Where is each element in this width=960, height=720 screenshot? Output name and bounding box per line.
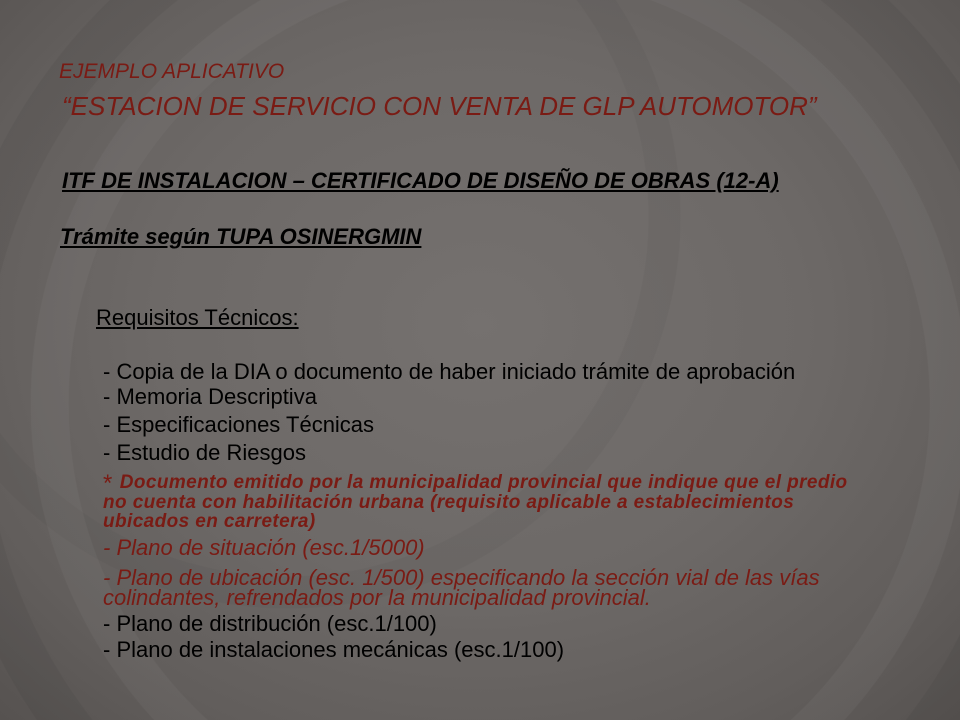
requirement-mechanical-installations-plan: - Plano de instalaciones mecánicas (esc.1/100) [103, 637, 565, 662]
requirement-dia-copy: - Copia de la DIA o documento de haber iniciado trámite de aprobación [103, 359, 796, 384]
slide-title: “ESTACION DE SERVICIO CON VENTA DE GLP AUTOMOTOR” [62, 91, 817, 121]
requirement-risk-study: - Estudio de Riesgos [103, 440, 306, 465]
note-asterisk: * [103, 470, 113, 497]
note-line: ubicados en carretera) [103, 511, 316, 532]
location-plan-line: - Plano de ubicación (esc. 1/500) especificando la sección vial de las vías [103, 565, 820, 590]
slide-kicker: EJEMPLO APLICATIVO [59, 60, 285, 83]
requirement-distribution-plan: - Plano de distribución (esc.1/100) [103, 611, 437, 636]
requirement-descriptive-memory: - Memoria Descriptiva [103, 384, 317, 409]
requirement-technical-specifications: - Especificaciones Técnicas [103, 412, 375, 437]
requirement-situation-plan: - Plano de situación (esc.1/5000) [103, 535, 425, 560]
section-heading: ITF DE INSTALACION – CERTIFICADO DE DISEÑO DE OBRAS (12-A) [62, 168, 779, 193]
location-plan-line: colindantes, refrendados por la municipalidad provincial. [103, 584, 651, 610]
note-line [103, 470, 848, 497]
requirements-heading: Requisitos Técnicos: [96, 305, 299, 330]
requirement-location-plan [103, 565, 820, 610]
note-line: no cuenta con habilitación urbana (requisito aplicable a establecimientos [103, 491, 795, 513]
procedure-note: Trámite según TUPA OSINERGMIN [60, 224, 422, 249]
requirement-municipal-document-note [103, 471, 848, 532]
note-line-text: Documento emitido por la municipalidad provincial que indique que el predio [119, 472, 848, 493]
